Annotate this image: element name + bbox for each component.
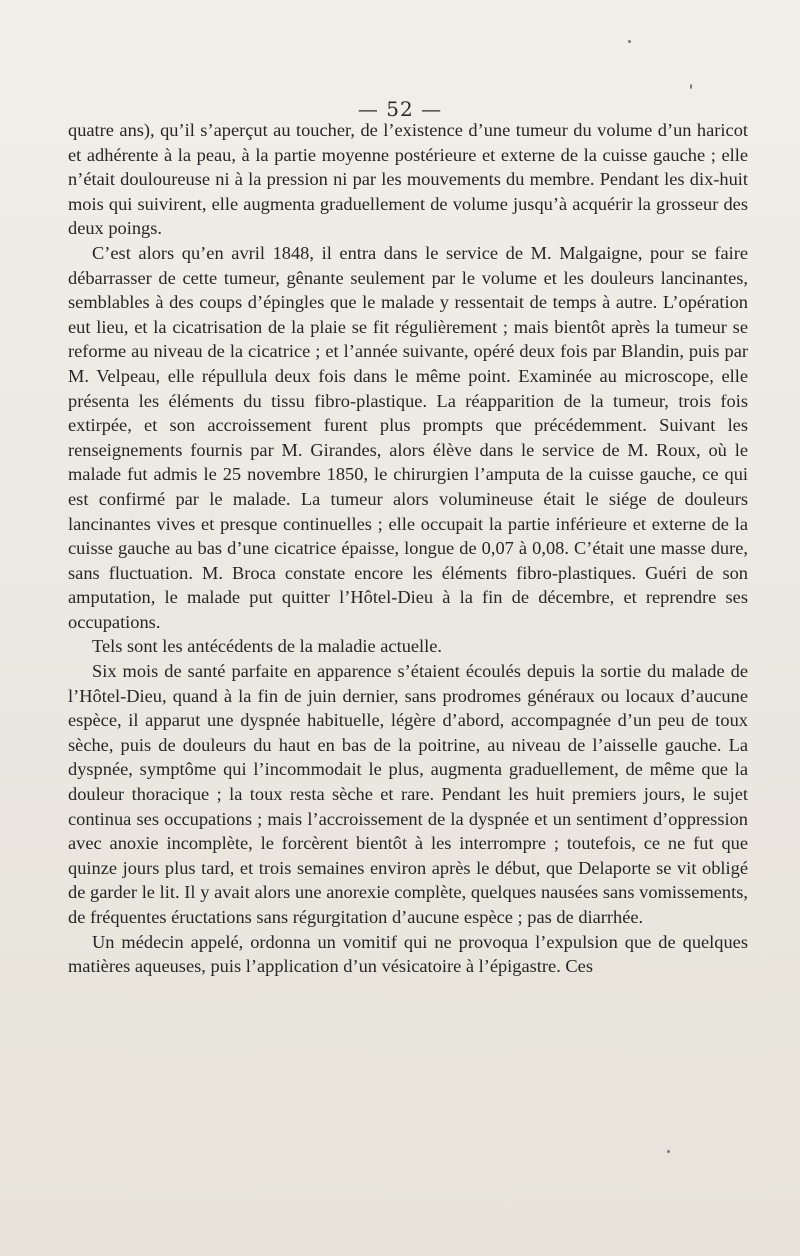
paragraph-2: C’est alors qu’en avril 1848, il entra dans le service de M. Malgaigne, pour se faire débarrasser de cette tumeur, gênante seulement par le volume et les douleurs lancinantes, semblables à des coups d’épingles que le malade y ressentait de temps à autre. L’opération eut lieu, et la cicatrisation de la plaie se fit régulièrement ; mais bientôt après la tumeur se reforme au niveau de la cicatrice ; et l’année suivante, opéré deux fois par Blandin, puis par M. Velpeau, elle répullula deux fois dans le même point. Examinée au microscope, elle présenta les éléments du tissu fibro-plastique. La réapparition de la tumeur, trois fois extirpée, et son accroissement furent plus prompts que précédemment. Suivant les renseignements fournis par M. Girandes, alors élève dans le service de M. Roux, où le malade fut admis le 25 novembre 1850, le chirurgien l’amputa de la cuisse gauche, ce qui est confirmé par le malade. La tumeur alors volumineuse était le siége de douleurs lancinantes vives et presque continuelles ; elle occupait la partie inférieure et externe de la cuisse gauche au bas d’une cicatrice épaisse, longue de 0,07 à 0,08. C’était une masse dure, sans fluctuation. M. Broca constate encore les éléments fibro-plastiques. Guéri de son amputation, le malade put quitter l’Hôtel-Dieu à la fin de décembre, et reprendre ses occupations. xyxy=(68,242,748,632)
paragraph-3: Tels sont les antécédents de la maladie actuelle. xyxy=(92,636,443,657)
paragraph-1: quatre ans), qu’il s’aperçut au toucher, de l’existence d’une tumeur du volume d’un haricot et adhérente à la peau, à la partie moyenne postérieure et externe de la cuisse gauche ; elle n’était douloureuse ni à la pression ni par les mouvements du membre. Pendant les dix-huit mois qui suivirent, elle augmenta graduellement de volume jusqu’à acquérir la grosseur des deux poings. xyxy=(68,120,748,239)
ink-speck xyxy=(628,40,631,43)
body-text xyxy=(68,118,748,979)
ink-speck xyxy=(690,84,692,89)
paragraph-5: Un médecin appelé, ordonna un vomitif qui ne provoqua l’expulsion que de quelques matières aqueuses, puis l’application d’un vésicatoire à l’épigastre. Ces xyxy=(68,931,748,977)
page-number: — 52 — xyxy=(357,97,443,121)
ink-speck xyxy=(667,1150,670,1153)
paragraph-4: Six mois de santé parfaite en apparence s’étaient écoulés depuis la sortie du malade de l’Hôtel-Dieu, quand à la fin de juin dernier, sans prodromes généraux ou locaux d’aucune espèce, il apparut une dyspnée habituelle, légère d’abord, accompagnée d’un peu de toux sèche, puis de douleurs du haut en bas de la poitrine, au niveau de l’aisselle gauche. La dyspnée, symptôme qui l’incommodait le plus, augmenta graduellement, de même que la douleur thoracique ; la toux resta sèche et rare. Pendant les huit premiers jours, le sujet continua ses occupations ; mais l’accroissement de la dyspnée et un sentiment d’oppression avec anoxie incomplète, le forcèrent bientôt à les interrompre ; toutefois, ce ne fut que quinze jours plus tard, et trois semaines environ après le début, que Delaporte se vit obligé de garder le lit. Il y avait alors une anorexie complète, quelques nausées sans vomissements, de fréquentes éructations sans régurgitation d’aucune espèce ; pas de diarrhée. xyxy=(68,661,748,927)
